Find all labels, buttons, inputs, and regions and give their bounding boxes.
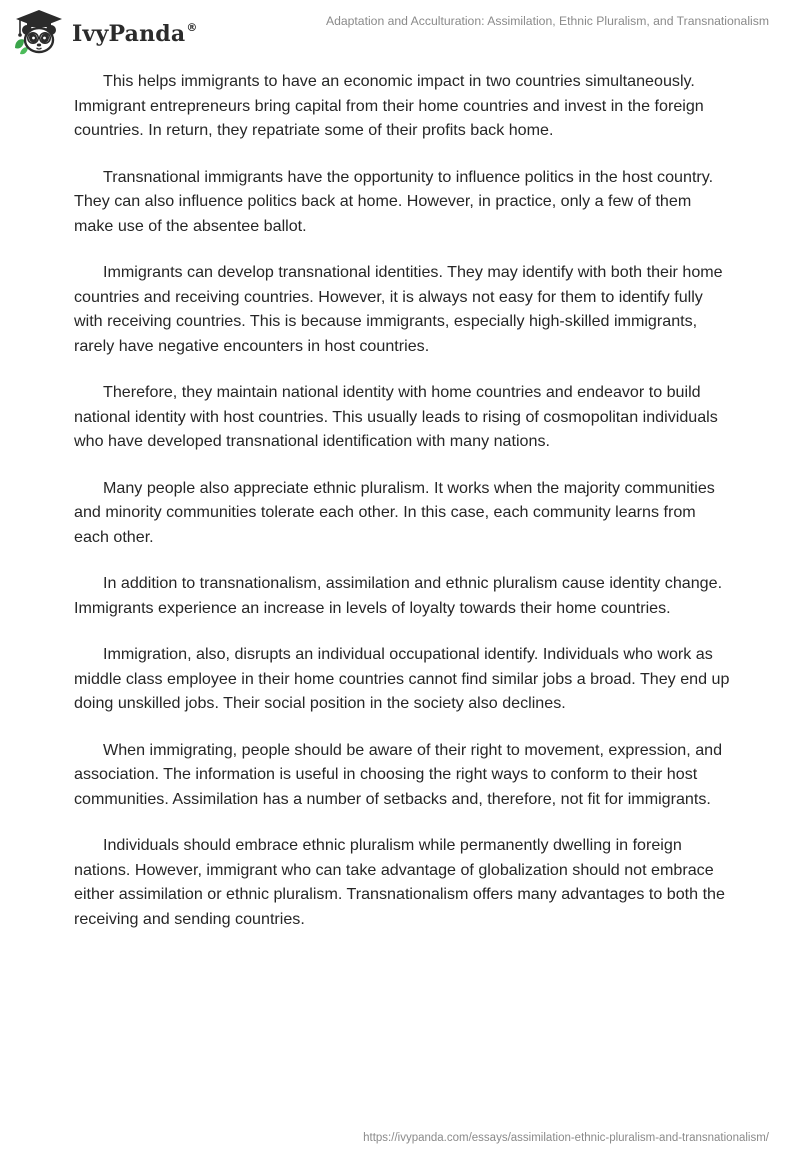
registered-mark: ® bbox=[186, 21, 198, 34]
source-url-link[interactable]: https://ivypanda.com/essays/assimilation-ethnic-pluralism-and-transnationalism/ bbox=[363, 1132, 769, 1144]
paragraph: Immigration, also, disrupts an individual occupational identify. Individuals who work as middle class employee in their home countries cannot find similar jobs a broad. They end up doing unskilled jobs. Their social position in the society also declines. bbox=[74, 645, 730, 712]
panda-graduate-icon bbox=[12, 8, 66, 56]
document-title: Adaptation and Acculturation: Assimilation, Ethnic Pluralism, and Transnationalism bbox=[325, 14, 769, 28]
paragraph: When immigrating, people should be aware of their right to movement, expression, and association. The information is useful in choosing the right ways to conform to their host communities. Assimilation has a number of setbacks and, therefore, not fit for immigrants. bbox=[74, 740, 723, 808]
paragraph: Individuals should embrace ethnic pluralism while permanently dwelling in foreign nations. However, immigrant who can take advantage of globalization should not embrace either assimilation or ethnic pluralism. Transnationalism offers many advantages to both the receiving and sending countries. bbox=[74, 836, 725, 928]
page-header bbox=[0, 0, 800, 60]
brand-name-text: IvyPanda bbox=[72, 21, 186, 47]
paragraph: This helps immigrants to have an economic impact in two countries simultaneously. Immigrant entrepreneurs bring capital from their home countries and invest in the foreign countries. In return, they repatriate some of their profits back home. bbox=[74, 72, 704, 139]
ivypanda-logo[interactable] bbox=[12, 8, 198, 56]
paragraph: Therefore, they maintain national identity with home countries and endeavor to build national identity with host countries. This usually leads to rising of cosmopolitan individuals who have developed transnational identification with many nations. bbox=[74, 383, 718, 450]
paragraph: Transnational immigrants have the opportunity to influence politics in the host country. They can also influence politics back at home. However, in practice, only a few of them make use of the absentee ballot. bbox=[74, 167, 714, 235]
essay-body bbox=[74, 69, 734, 953]
brand-name bbox=[72, 21, 198, 47]
paragraph: In addition to transnationalism, assimilation and ethnic pluralism cause identity change. Immigrants experience an increase in levels of loyalty towards their home countries. bbox=[74, 574, 723, 617]
paragraph: Many people also appreciate ethnic pluralism. It works when the majority communities and minority communities tolerate each other. In this case, each community learns from each other. bbox=[74, 478, 715, 546]
paragraph: Immigrants can develop transnational identities. They may identify with both their home countries and receiving countries. However, it is always not easy for them to identify fully with receiving countries. This is because immigrants, especially high-skilled immigrants, rarely have negative encounters in host countries. bbox=[74, 263, 723, 355]
